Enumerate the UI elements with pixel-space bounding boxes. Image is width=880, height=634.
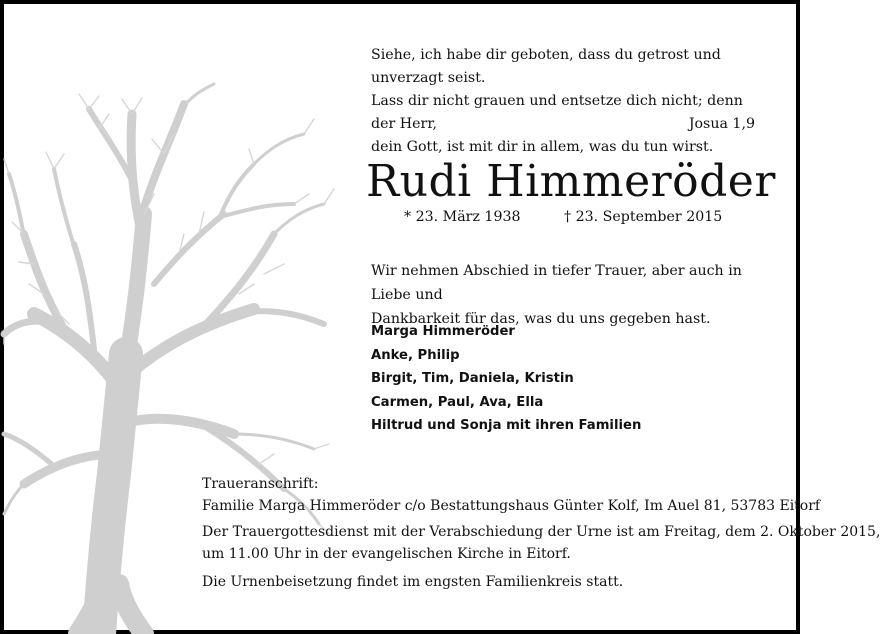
farewell-line: Wir nehmen Abschied in tiefer Trauer, aber auch in Liebe und [371,263,742,303]
birth-date: * 23. März 1938 [404,209,521,225]
service-line: um 11.00 Uhr in der evangelischen Kirche in Eitorf. [202,546,571,562]
mourning-address: Familie Marga Himmeröder c/o Bestattungshaus Günter Kolf, Im Auel 81, 53783 Eitorf [202,498,821,514]
verse-line: dein Gott, ist mit dir in allem, was du tun wirst. [371,139,714,155]
family-member: Anke, Philip [371,347,460,363]
verse-reference: Josua 1,9 [688,116,755,132]
family-member: Marga Himmeröder [371,324,515,339]
burial-note: Die Urnenbeisetzung findet im engsten Familienkreis statt. [202,574,624,590]
deceased-name: Rudi Himmeröder [366,156,776,207]
verse-line: Lass dir nicht grauen und entsetze dich nicht; denn der Herr, [371,93,743,132]
service-line: Der Trauergottesdienst mit der Verabschiedung der Urne ist am Freitag, dem 2. Oktober 2015, [202,524,880,540]
family-member: Carmen, Paul, Ava, Ella [371,394,544,410]
verse-line: Siehe, ich habe dir geboten, dass du getrost und unverzagt seist. [371,47,721,86]
family-list [371,320,781,438]
family-member: Hiltrud und Sonja mit ihren Familien [371,418,642,433]
death-date: † 23. September 2015 [564,209,723,225]
service-information [202,473,880,593]
bible-verse [371,44,771,159]
mourning-address-label: Traueranschrift: [202,476,319,492]
farewell-line: Dankbarkeit für das, was du uns gegeben hast. [371,311,711,327]
family-member: Birgit, Tim, Daniela, Kristin [371,371,574,386]
